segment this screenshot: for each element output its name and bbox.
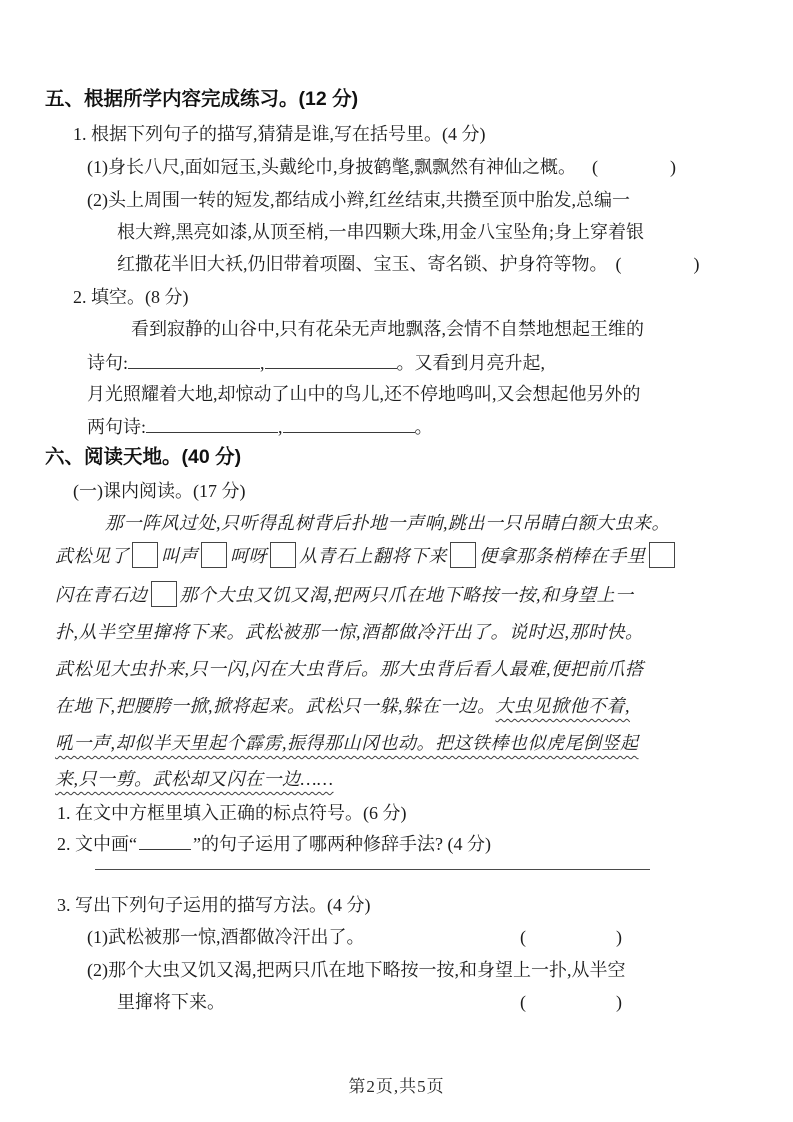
section6-q1-stem: 1. 在文中方框里填入正确的标点符号。(6 分): [57, 803, 407, 823]
section5-q2-para-line3: 月光照耀着大地,却惊动了山中的鸟儿,还不停地鸣叫,又会想起他另外的: [87, 384, 641, 404]
wavy-line-sample: [139, 835, 191, 850]
q3-item2-answer-bracket: ( ): [520, 992, 622, 1012]
section6-q3-item2-line2: [117, 989, 622, 1015]
section6-subheading: (一)课内阅读。(17 分): [73, 481, 246, 501]
section5-q1-item2-line1: (2)头上周围一转的短发,都结成小辫,红丝结束,共攒至顶中胎发,总编一: [87, 190, 630, 210]
fill2-blank-b: [283, 413, 415, 433]
section5-q2-stem: 2. 填空。(8 分): [73, 287, 189, 307]
section6-heading: 六、阅读天地。(40 分): [45, 446, 242, 468]
answer-rule-line: [95, 869, 650, 870]
passage-line3: [55, 581, 634, 608]
passage-seg: 闪在青石边: [55, 585, 148, 605]
passage-line8: 来,只一剪。武松却又闪在一边……: [55, 769, 334, 789]
section6-q2-stem: [57, 831, 491, 857]
passage-line2: [55, 542, 678, 569]
punctuation-box-5: [649, 542, 675, 568]
passage-seg: 呵呀: [230, 546, 267, 566]
passage-seg: 叫声: [161, 546, 198, 566]
section6-q3-stem: 3. 写出下列句子运用的描写方法。(4 分): [57, 895, 371, 915]
section6-q3-item2-line1: (2)那个大虫又饥又渴,把两只爪在地下略按一按,和身望上一扑,从半空: [87, 960, 626, 980]
q1-item2-text: 红撒花半旧大袄,仍旧带着项圈、宝玉、寄名锁、护身符等物。: [117, 254, 608, 274]
page-footer: 第2页,共5页: [348, 1077, 445, 1096]
passage-line1: 那一阵风过处,只听得乱树背后扑地一声响,跳出一只吊睛白额大虫来。: [105, 513, 670, 533]
q2-stem-suffix: ”的句子运用了哪两种修辞手法? (4 分): [193, 834, 491, 854]
q1-item1-text: (1)身长八尺,面如冠玉,头戴纶巾,身披鹤氅,飘飘然有神仙之概。: [87, 157, 576, 177]
section5-q1-stem: 1. 根据下列句子的描写,猜猜是谁,写在括号里。(4 分): [73, 124, 486, 144]
section5-heading: 五、根据所学内容完成练习。(12 分): [45, 88, 359, 110]
passage-seg: 在地下,把腰胯一掀,掀将起来。武松只一躲,躲在一边。: [55, 696, 496, 716]
passage-line6: [55, 693, 630, 719]
fill1-suffix: 又看到月亮升起,: [414, 353, 546, 373]
passage-seg: 便拿那条梢棒在手里: [479, 546, 646, 566]
q2-stem-prefix: 2. 文中画“: [57, 834, 137, 854]
section5-q1-item1: [87, 154, 676, 180]
section5-q2-fill-line2: [87, 413, 433, 440]
fill2-prefix: 两句诗:: [87, 417, 147, 437]
passage-seg: 武松见了: [55, 546, 129, 566]
punctuation-box-1: [132, 542, 158, 568]
punctuation-box-6: [151, 581, 177, 607]
fill2-period: 。: [414, 417, 433, 437]
punctuation-box-4: [450, 542, 476, 568]
section5-q1-item2-line3: [117, 251, 700, 277]
q1-item1-answer-bracket: ( ): [592, 157, 676, 177]
q3-item1-text: (1)武松被那一惊,酒都做冷汗出了。: [87, 927, 365, 947]
fill1-comma: ,: [260, 353, 265, 373]
passage-seg: 从青石上翻将下来: [299, 546, 447, 566]
section6-q3-item1: [87, 924, 622, 950]
passage-line7: 吼一声,却似半天里起个霹雳,振得那山冈也动。把这铁棒也似虎尾倒竖起: [55, 733, 639, 753]
passage-line5: 武松见大虫扑来,只一闪,闪在大虫背后。那大虫背后看人最难,便把前爪搭: [55, 659, 644, 679]
passage-wavy-seg: 大虫见掀他不着,: [495, 696, 630, 716]
q3-item2-text: 里撺将下来。: [117, 992, 225, 1012]
section5-q1-item2-line2: 根大辫,黑亮如漆,从顶至梢,一串四颗大珠,用金八宝坠角;身上穿着银: [117, 222, 644, 242]
q1-item2-answer-bracket: ( ): [615, 254, 700, 274]
fill1-period: 。: [396, 353, 415, 373]
section5-q2-para-line1: 看到寂静的山谷中,只有花朵无声地飘落,会情不自禁地想起王维的: [131, 319, 644, 339]
fill1-prefix: 诗句:: [87, 353, 129, 373]
punctuation-box-3: [270, 542, 296, 568]
passage-seg: 那个大虫又饥又渴,把两只爪在地下略按一按,和身望上一: [179, 585, 634, 605]
section5-q2-fill-line1: [87, 349, 545, 376]
q3-item1-answer-bracket: ( ): [520, 927, 622, 947]
punctuation-box-2: [201, 542, 227, 568]
fill1-blank-a: [128, 349, 260, 369]
passage-line4: 扑,从半空里撺将下来。武松被那一惊,酒都做冷汗出了。说时迟,那时快。: [55, 622, 644, 642]
fill2-comma: ,: [278, 417, 283, 437]
fill2-blank-a: [146, 413, 278, 433]
fill1-blank-b: [265, 349, 397, 369]
